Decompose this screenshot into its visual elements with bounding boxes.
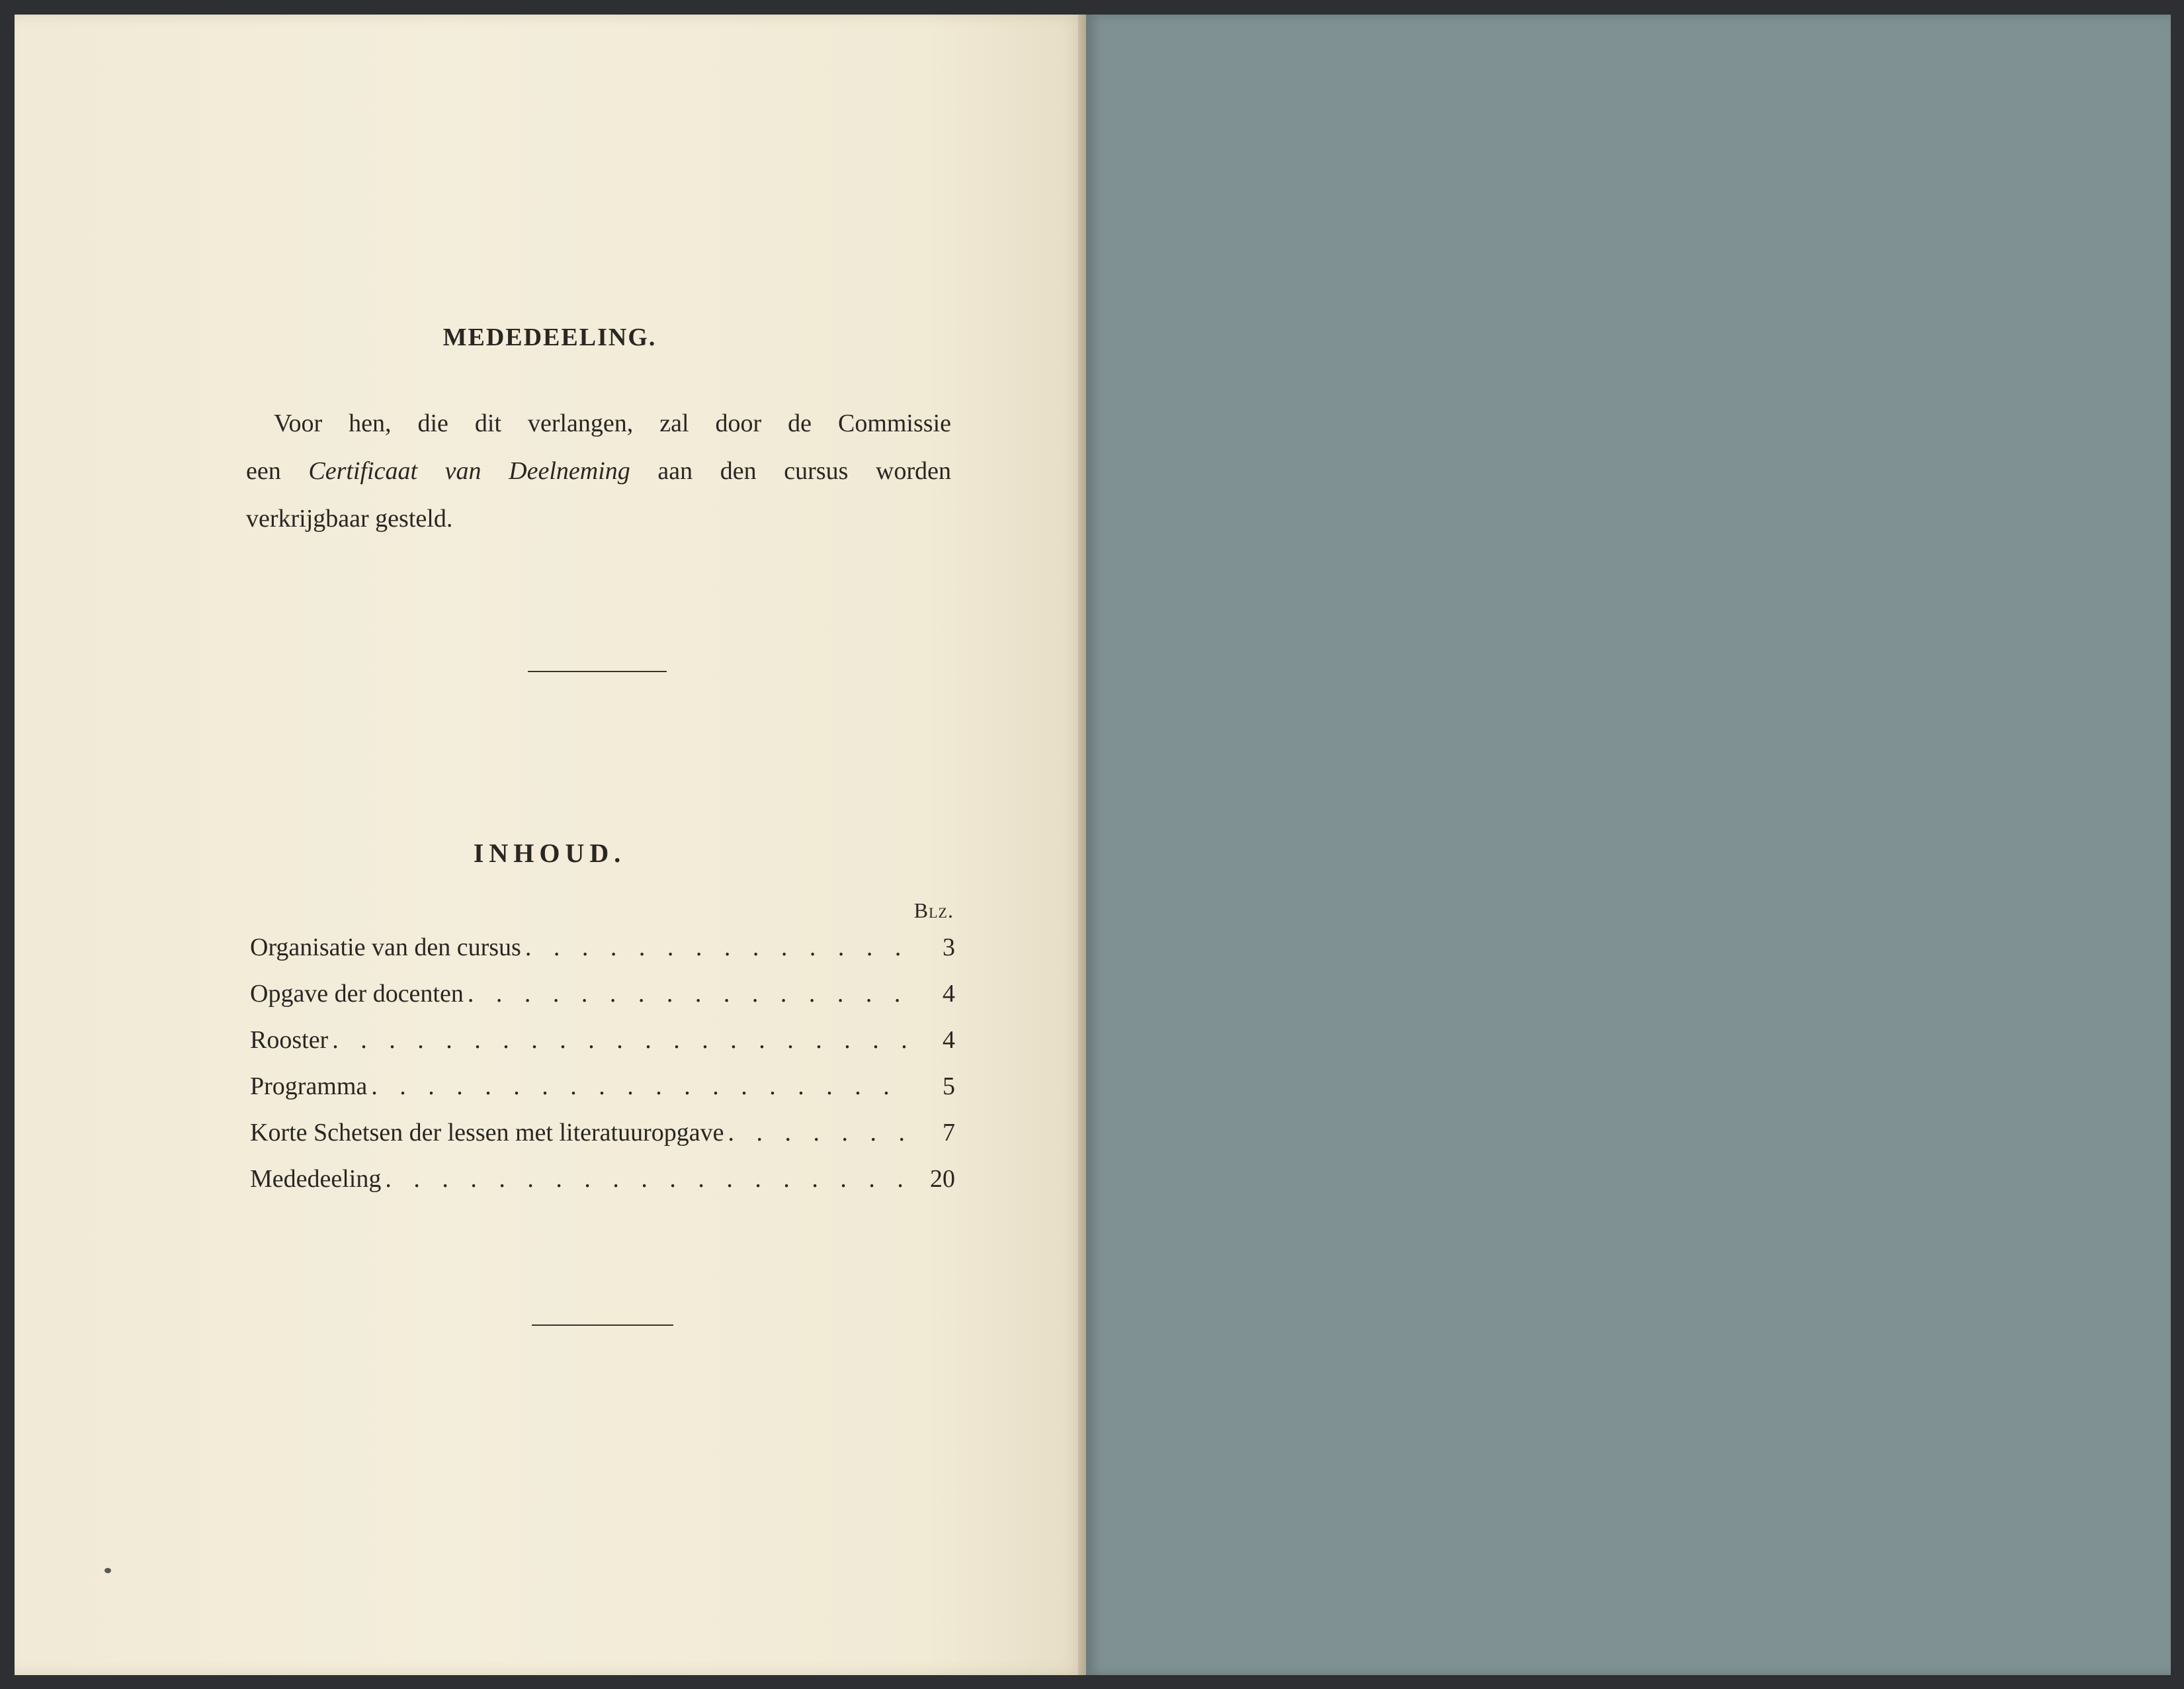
toc-entry <box>250 1072 955 1118</box>
dot-leader <box>728 1118 909 1147</box>
toc-entry-page: 3 <box>943 933 955 961</box>
toc-entry-label: Korte Schetsen der lessen met literatuuropgave <box>250 1119 724 1147</box>
notice-line-2 <box>246 447 951 495</box>
notice-line-3: verkrijgbaar gesteld. <box>246 505 453 533</box>
toc-entry-page: 20 <box>930 1165 955 1193</box>
notice-paragraph <box>246 400 951 542</box>
toc-entry-label: Mededeeling <box>250 1165 382 1193</box>
table-of-contents <box>250 933 955 1211</box>
divider-rule-bottom <box>532 1324 673 1326</box>
toc-entry-label: Opgave der docenten <box>250 980 464 1008</box>
dot-leader <box>371 1072 909 1101</box>
toc-entry <box>250 1118 955 1164</box>
toc-entry <box>250 1025 955 1072</box>
notice-heading: MEDEDEELING. <box>442 324 657 351</box>
toc-entry <box>250 979 955 1025</box>
toc-entry <box>250 1164 955 1211</box>
notice-line-2-end: aan den cursus worden <box>630 457 951 485</box>
toc-entry-label: Organisatie van den cursus <box>250 933 521 961</box>
back-cover <box>1086 15 2171 1675</box>
toc-entry-label: Rooster <box>250 1026 329 1054</box>
page-column-header: Blz. <box>913 898 954 922</box>
toc-entry-page: 5 <box>943 1072 955 1100</box>
toc-entry-page: 4 <box>943 980 955 1008</box>
certificate-name: Certificaat van Deelneming <box>308 457 630 485</box>
paper-speck <box>105 1568 111 1573</box>
toc-entry-page: 7 <box>943 1119 955 1147</box>
dot-leader <box>525 933 909 962</box>
toc-entry <box>250 933 955 979</box>
divider-rule-top <box>528 671 667 672</box>
notice-line-2-start: een <box>246 457 309 485</box>
dot-leader <box>332 1025 909 1055</box>
dot-leader <box>468 979 909 1008</box>
contents-heading: INHOUD. <box>473 838 626 868</box>
inside-page <box>15 15 1086 1675</box>
dot-leader <box>385 1164 909 1193</box>
toc-entry-label: Programma <box>250 1072 368 1100</box>
toc-entry-page: 4 <box>943 1026 955 1054</box>
notice-line-1: Voor hen, die dit verlangen, zal door de Commissie <box>274 410 951 437</box>
